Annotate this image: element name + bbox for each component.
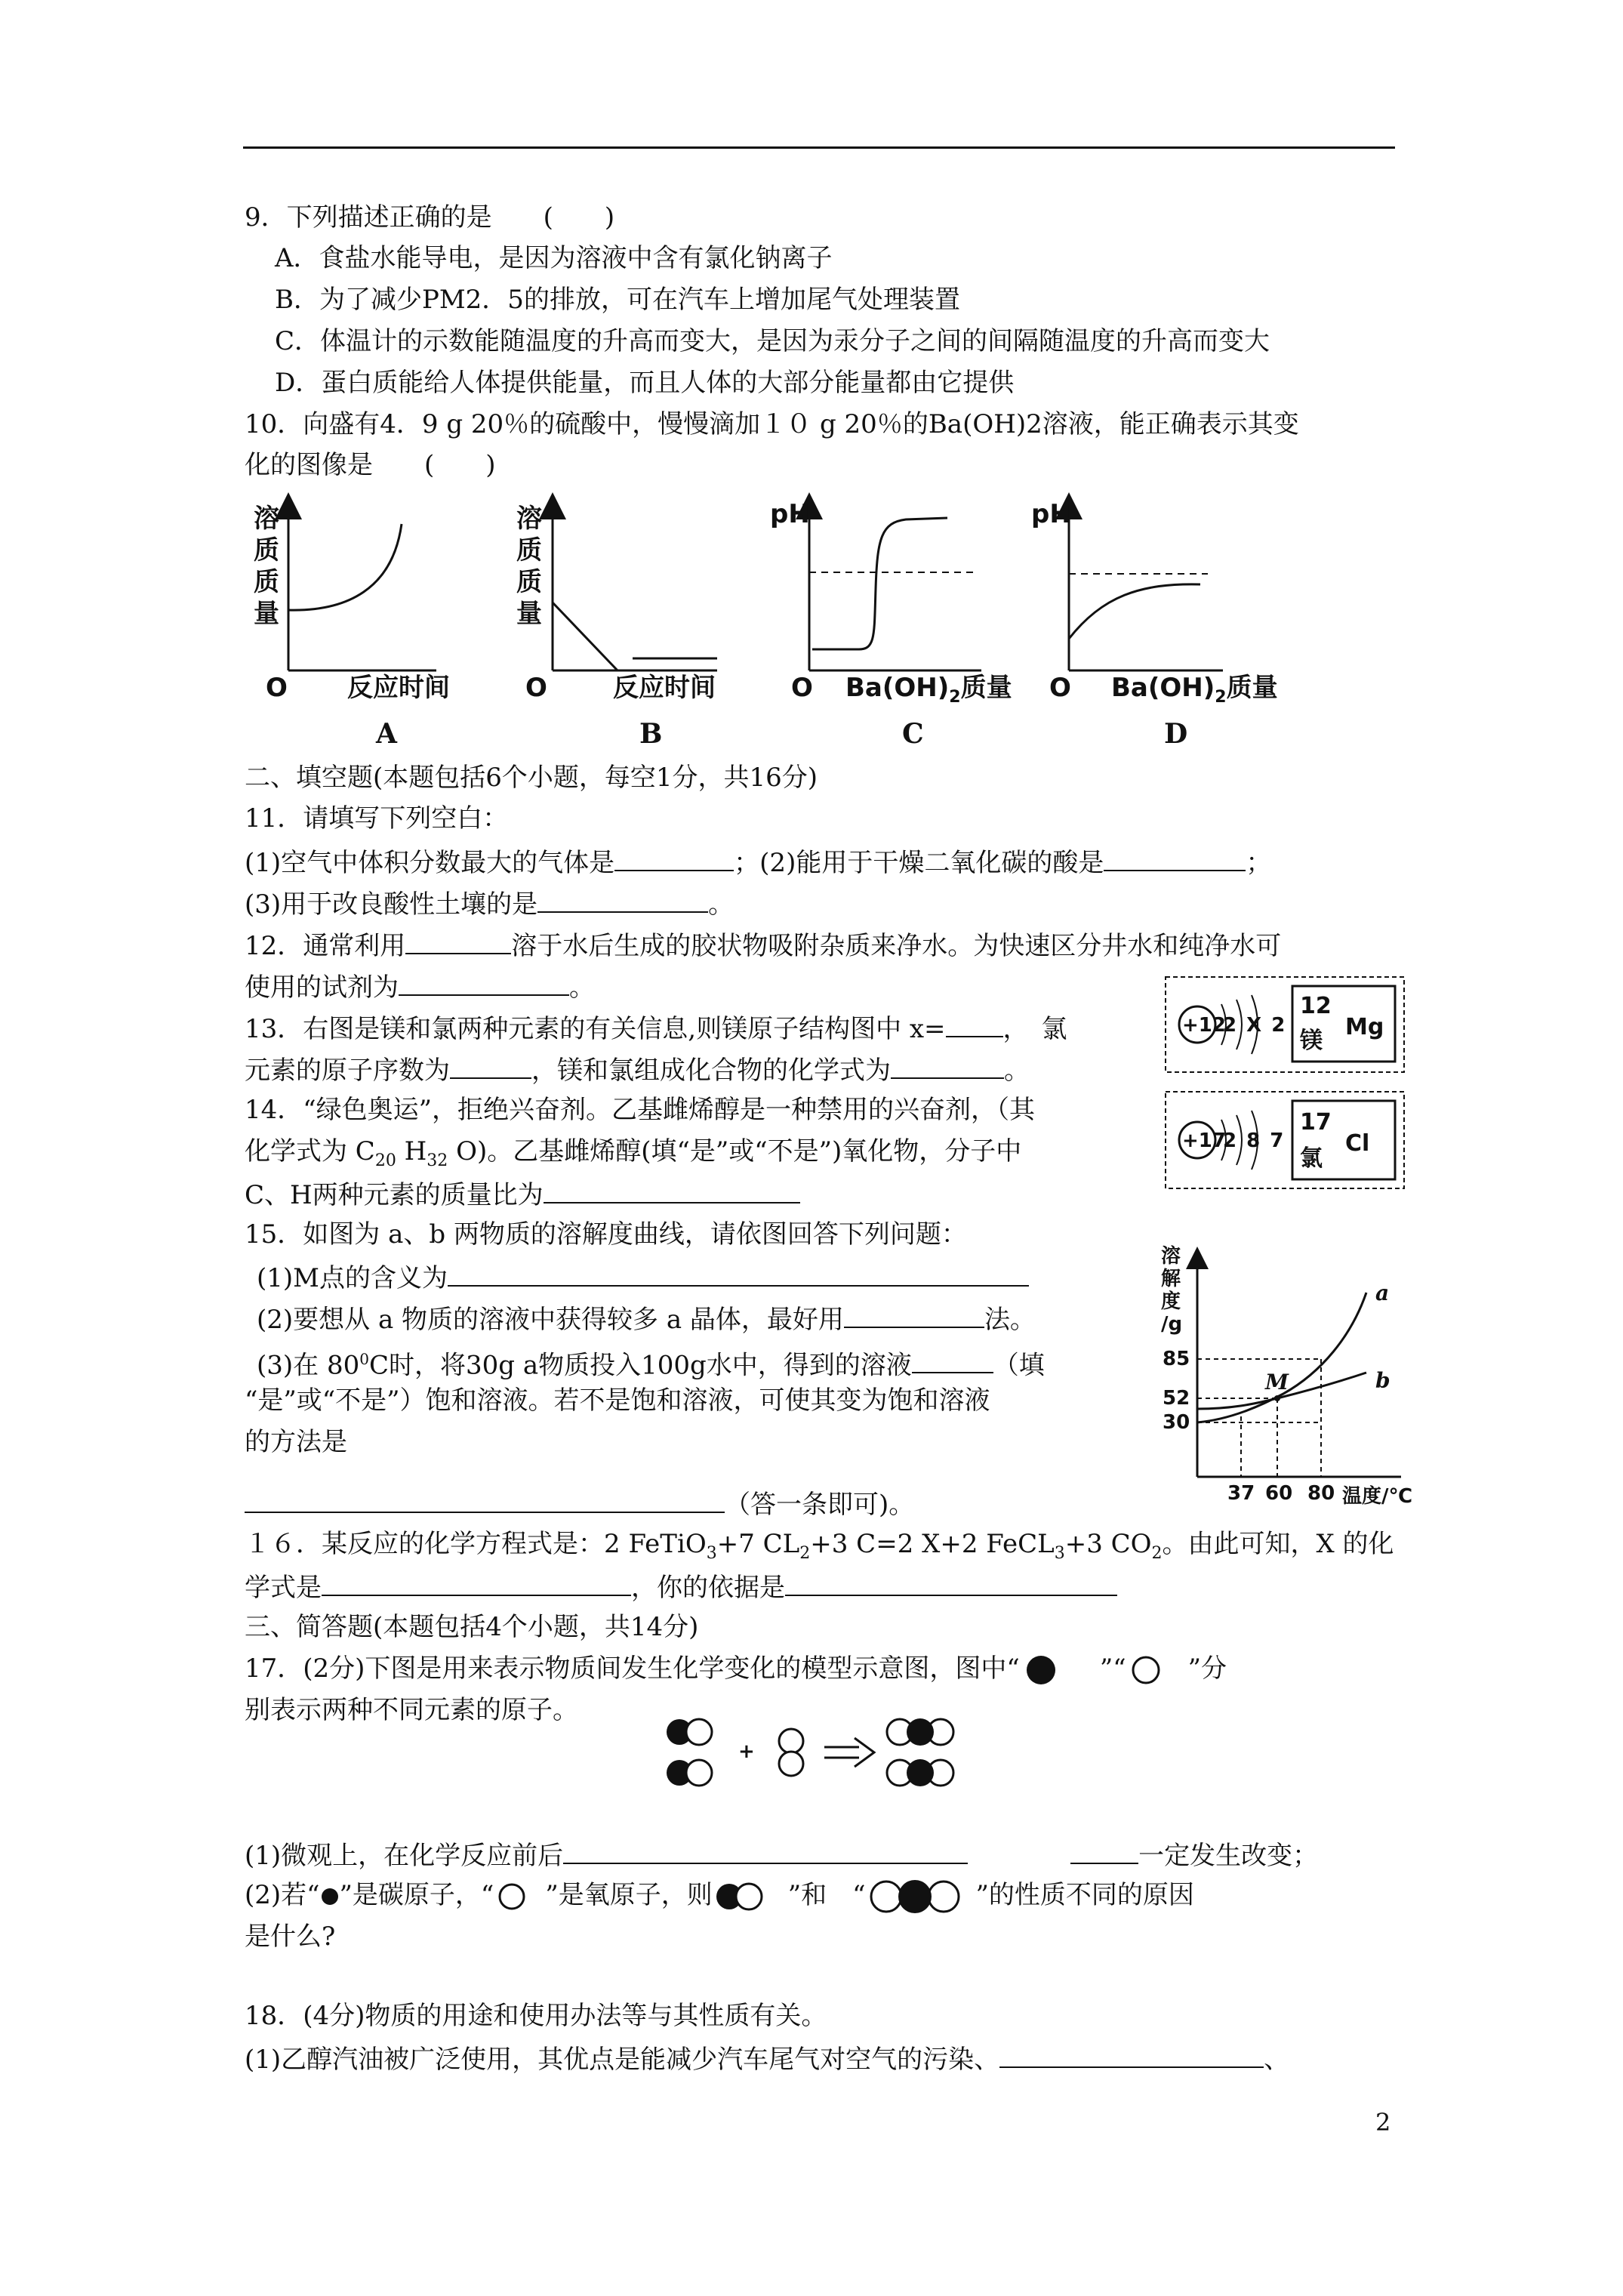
- mg-shells: 2 X 2: [1223, 1014, 1287, 1037]
- mg-symbol: Mg: [1345, 1014, 1384, 1040]
- graph-d-letter: D: [1164, 718, 1188, 750]
- cl-atom-box: [1166, 1092, 1404, 1188]
- q15-sub3-blank-line: （答一条即可)。: [245, 1486, 914, 1521]
- q15-blank-2[interactable]: [844, 1301, 984, 1328]
- cl-name: 氯: [1300, 1145, 1323, 1172]
- chart-ylabel-3: 度: [1161, 1290, 1181, 1313]
- q13-blank-2[interactable]: [450, 1052, 531, 1079]
- q12-blank-2[interactable]: [399, 969, 569, 996]
- graph-b-origin: O: [525, 673, 547, 703]
- q15-stem: 15．如图为 a、b 两物质的溶解度曲线，请依图回答下列问题：: [245, 1219, 967, 1250]
- reactant-molecule-1: [667, 1719, 712, 1745]
- q15-sub3-method: 的方法是: [245, 1427, 347, 1457]
- chart-curve-b-label: b: [1375, 1368, 1390, 1393]
- plus-sign: +: [738, 1740, 755, 1763]
- q14-blank[interactable]: [544, 1176, 800, 1203]
- page-number: 2: [1375, 2108, 1391, 2137]
- chart-ylabel-4: /g: [1161, 1313, 1183, 1336]
- q12-blank-1[interactable]: [405, 927, 511, 954]
- reaction-arrow: [824, 1738, 874, 1767]
- q13-line1: 13．右图是镁和氯两种元素的有关信息,则镁原子结构图中 x= ， 氯: [245, 1010, 1067, 1046]
- q15-blank-1[interactable]: [448, 1259, 1029, 1287]
- graph-c-ylabel: pH: [770, 499, 810, 529]
- graph-a-ylabel-2: 质: [254, 535, 279, 566]
- graph-a-letter: A: [376, 718, 397, 750]
- graph-b-ylabel-4: 量: [516, 599, 542, 629]
- graph-d-curve: [1069, 584, 1200, 639]
- q11-line2: (3)用于改良酸性土壤的是 。: [245, 886, 734, 921]
- q10-line1: 10．向盛有4．9 g 20％的硫酸中，慢慢滴加１０ g 20％的Ba(OH)2溶液，能正确表示其变: [245, 409, 1299, 439]
- chart-xtick-60: 60: [1265, 1482, 1293, 1505]
- graph-c-xlabel: $Ba(OH)_2$质量: [845, 673, 1012, 707]
- q14-line2: 化学式为 $C_{20}$ $H_{32}$ O)。乙基雌烯醇(填“是”或“不是”)氧化物，分子中: [245, 1136, 1022, 1170]
- graph-d-origin: O: [1049, 673, 1071, 703]
- graph-a-xlabel: 反应时间: [347, 673, 450, 703]
- q17-sub2-cont: 是什么?: [245, 1922, 336, 1952]
- graph-b-ylabel-1: 溶: [516, 504, 542, 534]
- q17-blank-2[interactable]: [1070, 1837, 1138, 1864]
- q11-line1: (1)空气中体积分数最大的气体是 ；(2)能用于干燥二氧化碳的酸是 ；: [245, 844, 1271, 880]
- light-atom-icon: [1126, 1655, 1166, 1685]
- graph-c-curve: [812, 518, 947, 649]
- dark-atom-icon: [1020, 1655, 1062, 1685]
- graph-b-ylabel-2: 质: [516, 535, 542, 566]
- q10-line2: 化的图像是 ( ): [245, 450, 496, 480]
- q10-graphs: [226, 491, 1298, 763]
- cl-symbol: Cl: [1345, 1130, 1370, 1157]
- chart-ytick-30: 30: [1163, 1411, 1190, 1434]
- chart-xtick-80: 80: [1307, 1482, 1335, 1505]
- oxygen-atom-icon: [494, 1881, 530, 1912]
- point-m: [1274, 1395, 1280, 1401]
- reactant-molecule-2: [667, 1760, 712, 1786]
- q18-blank-1[interactable]: [999, 2041, 1264, 2068]
- product-molecule-1: [887, 1718, 953, 1746]
- mg-nucleus-charge: +12: [1182, 1014, 1226, 1037]
- q13-line2: 元素的原子序数为 ，镁和氯组成化合物的化学式为 。: [245, 1052, 1030, 1087]
- q13-atom-figure: [1163, 974, 1412, 1193]
- chart-ylabel-1: 溶: [1161, 1245, 1181, 1268]
- q14-line1: 14．“绿色奥运”，拒绝兴奋剂。乙基雌烯醇是一种禁用的兴奋剂，（其: [245, 1095, 1036, 1125]
- co-molecule-icon: [713, 1881, 767, 1912]
- q17-sub2: (2)若“ ”是碳原子，“ ”是氧原子，则 ”和 “ ”的性质不同的原因: [245, 1878, 1194, 1913]
- q9-option-d: D．蛋白质能给人体提供能量，而且人体的大部分能量都由它提供: [275, 368, 1015, 398]
- graph-b-line: [553, 603, 617, 670]
- graph-b-xlabel: 反应时间: [613, 673, 716, 703]
- q17-reaction-diagram: [657, 1708, 989, 1798]
- q15-blank-4[interactable]: [245, 1486, 725, 1513]
- q15-sub3: (3)在 $80^0C$时，将30g a物质投入100g水中，得到的溶液 （填: [257, 1342, 1045, 1382]
- chart-xlabel: 温度/℃: [1342, 1485, 1412, 1508]
- q15-sub2: (2)要想从 a 物质的溶液中获得较多 a 晶体，最好用 法。: [257, 1301, 1036, 1336]
- carbon-atom-icon: [320, 1881, 340, 1912]
- graph-c: [770, 499, 1012, 750]
- q13-blank-3[interactable]: [891, 1052, 1004, 1079]
- q9-stem: 9．下列描述正确的是 ( ): [245, 202, 615, 233]
- product-molecule-2: [887, 1759, 953, 1786]
- graph-a-ylabel-1: 溶: [254, 504, 279, 534]
- cl-nucleus-charge: +17: [1182, 1130, 1226, 1152]
- q9-option-a: A．食盐水能导电，是因为溶液中含有氯化钠离子: [275, 243, 833, 273]
- q15-blank-3[interactable]: [912, 1346, 993, 1373]
- graph-d-xlabel: $Ba(OH)_2$质量: [1111, 673, 1278, 707]
- mg-name: 镁: [1300, 1028, 1323, 1054]
- q16-line2: 学式是 ，你的依据是: [245, 1569, 1117, 1604]
- q16-line1: １６．某反应的化学方程式是：2 FeTiO$_3$+7 $CL_2+3$ C=2 X+2 FeCL$_3$+3 $CO_2$。由此可知，X 的化: [245, 1529, 1394, 1563]
- q15-sub1: (1)M点的含义为: [257, 1259, 1029, 1295]
- graph-c-letter: C: [902, 718, 924, 750]
- graph-b-ylabel-3: 质: [516, 567, 542, 597]
- q18-line2: (1)乙醇汽油被广泛使用，其优点是能减少汽车尾气对空气的污染、 、: [245, 2041, 1289, 2076]
- q11-blank-3[interactable]: [537, 886, 708, 913]
- q17-blank-1[interactable]: [563, 1837, 968, 1864]
- q15-solubility-chart: [1140, 1238, 1434, 1510]
- cl-number: 17: [1300, 1109, 1332, 1136]
- graph-a-origin: O: [266, 673, 288, 703]
- q12-line1: 12．通常利用 溶于水后生成的胶状物吸附杂质来净水。为快速区分井水和纯净水可: [245, 927, 1281, 963]
- chart-point-label: M: [1265, 1370, 1289, 1395]
- header-rule: [243, 146, 1395, 149]
- graph-d-ylabel: pH: [1031, 499, 1071, 529]
- q11-stem: 11．请填写下列空白：: [245, 803, 509, 834]
- q11-blank-1[interactable]: [614, 844, 734, 871]
- graph-b: [516, 504, 717, 750]
- q17-line1: 17．(2分)下图是用来表示物质间发生化学变化的模型示意图，图中“ ”“ ”分: [245, 1653, 1227, 1684]
- graph-c-origin: O: [791, 673, 813, 703]
- chart-ytick-52: 52: [1163, 1387, 1190, 1410]
- cl-shells: 2 8 7: [1223, 1130, 1286, 1152]
- graph-a-ylabel-3: 质: [254, 567, 279, 597]
- mg-atom-box: [1166, 977, 1404, 1072]
- section3-title: 三、简答题(本题包括4个小题，共14分): [245, 1612, 699, 1642]
- q16-blank-1[interactable]: [322, 1569, 631, 1596]
- graph-a-curve: [288, 524, 402, 610]
- section2-title: 二、填空题(本题包括6个小题，每空1分，共16分): [245, 763, 818, 793]
- chart-ylabel-2: 解: [1161, 1268, 1181, 1290]
- q18-line1: 18．(4分)物质的用途和使用办法等与其性质有关。: [245, 2001, 827, 2031]
- q12-line2: 使用的试剂为 。: [245, 969, 595, 1004]
- chart-curve-a-label: a: [1375, 1281, 1390, 1305]
- q17-line2: 别表示两种不同元素的原子。: [245, 1695, 578, 1725]
- q17-sub1: (1)微观上，在化学反应前后 一定发生改变；: [245, 1837, 1318, 1872]
- q15-sub3-cont: “是”或“不是”）饱和溶液。若不是饱和溶液，可使其变为饱和溶液: [245, 1385, 990, 1416]
- q9-option-b: B．为了减少PM2．5的排放，可在汽车上增加尾气处理装置: [275, 285, 960, 315]
- chart-ytick-85: 85: [1163, 1348, 1190, 1370]
- chart-xtick-37: 37: [1227, 1482, 1255, 1505]
- q14-line3: C、H两种元素的质量比为: [245, 1176, 800, 1212]
- reactant-molecule-3: [779, 1729, 803, 1776]
- graph-d: [1031, 499, 1278, 750]
- q16-blank-2[interactable]: [785, 1569, 1117, 1596]
- mg-number: 12: [1300, 993, 1332, 1019]
- q9-option-c: C．体温计的示数能随温度的升高而变大，是因为汞分子之间的间隔随温度的升高而变大: [275, 326, 1270, 356]
- graph-a: [254, 504, 450, 750]
- graph-b-letter: B: [639, 718, 663, 750]
- graph-a-ylabel-4: 量: [254, 599, 279, 629]
- co2-molecule-icon: [865, 1880, 965, 1913]
- curve-a: [1197, 1293, 1366, 1422]
- q11-blank-2[interactable]: [1104, 844, 1246, 871]
- q13-blank-1[interactable]: [946, 1010, 1003, 1037]
